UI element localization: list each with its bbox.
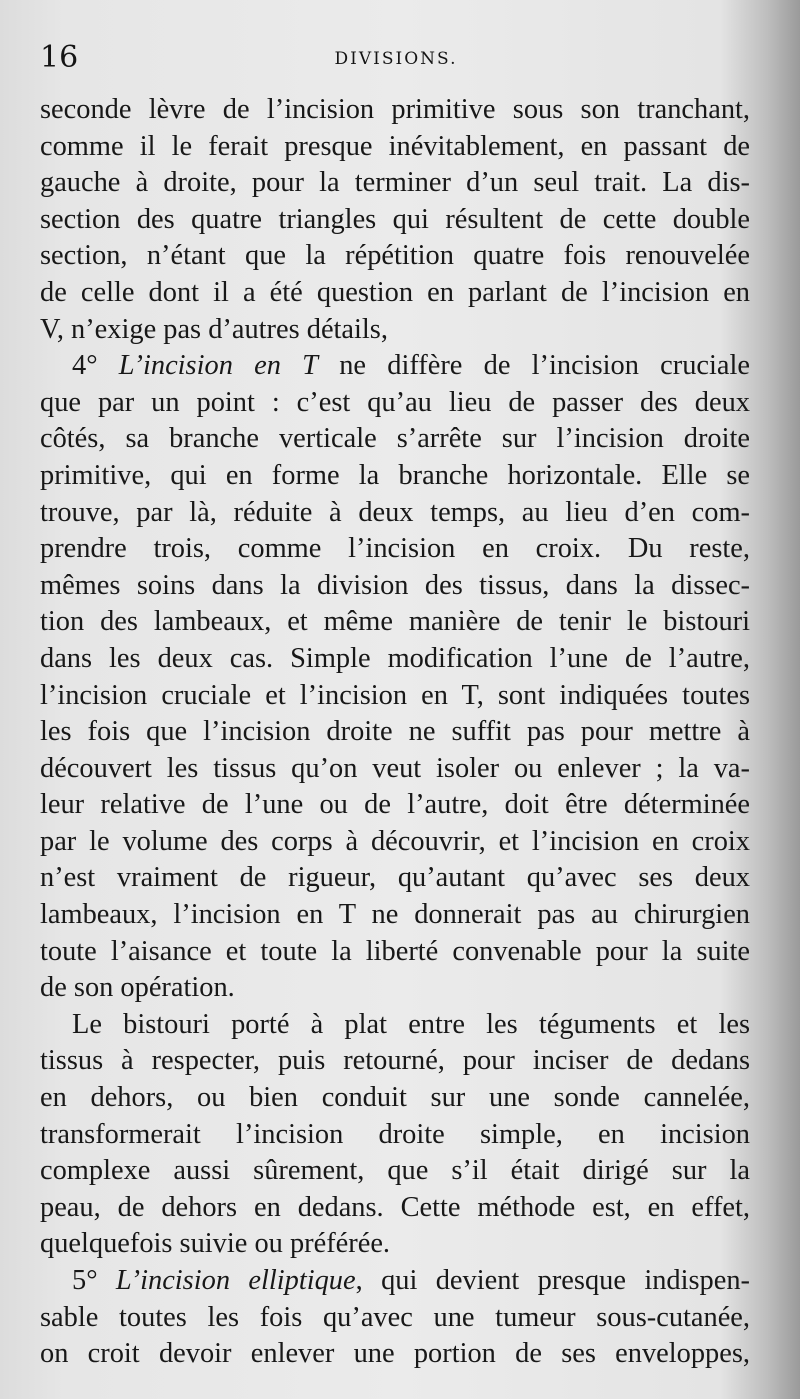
line-text: mêmes soins dans la division des tissus, dans la dissec- (40, 569, 750, 601)
text-line (40, 787, 750, 824)
text-line (40, 678, 750, 715)
text-line (40, 751, 750, 788)
line-text: comme il le ferait presque inévitablement, en passant de (40, 130, 750, 162)
list-marker: 4° (72, 350, 119, 382)
line-text: sable toutes les fois qu’avec une tumeur sous-cutanée, (40, 1301, 750, 1333)
text-line (40, 860, 750, 897)
text-line (40, 385, 750, 422)
text-line (40, 348, 750, 385)
text-line (40, 714, 750, 751)
line-text: dans les deux cas. Simple modification l’une de l’autre, (40, 642, 750, 674)
line-text: de celle dont il a été question en parlant de l’incision en (40, 276, 750, 308)
text-line (40, 1117, 750, 1154)
text-line (40, 495, 750, 532)
text-line (40, 1007, 750, 1044)
body-text (40, 92, 750, 1373)
page-header (40, 40, 752, 80)
running-title: DIVISIONS. (334, 49, 458, 69)
text-line (40, 531, 750, 568)
text-line (40, 970, 750, 1007)
text-line (40, 458, 750, 495)
text-line (40, 1043, 750, 1080)
text-line (40, 1300, 750, 1337)
line-text: en dehors, ou bien conduit sur une sonde cannelée, (40, 1082, 750, 1114)
text-line (40, 604, 750, 641)
line-text: Le bistouri porté à plat entre les téguments et les (72, 1008, 750, 1040)
line-text: que par un point : c’est qu’au lieu de passer des deux (40, 386, 750, 418)
text-line (40, 568, 750, 605)
line-text: seconde lèvre de l’incision primitive sous son tranchant, (40, 94, 750, 125)
text-line (40, 1080, 750, 1117)
text-line (40, 202, 750, 239)
text-line (40, 92, 750, 129)
text-line (40, 897, 750, 934)
line-text: on croit devoir enlever une portion de ses enveloppes, (40, 1338, 750, 1370)
line-text: , qui devient presque indispen- (355, 1265, 750, 1296)
text-line (40, 165, 750, 202)
text-line (40, 1263, 750, 1300)
line-text: tion des lambeaux, et même manière de tenir le bistouri (40, 606, 750, 638)
text-line (40, 275, 750, 312)
line-text: découvert les tissus qu’on veut isoler ou enlever ; la va- (40, 752, 750, 784)
line-text: les fois que l’incision droite ne suffit pas pour mettre à (40, 716, 750, 748)
line-text: prendre trois, comme l’incision en croix. Du reste, (40, 533, 750, 565)
text-line (40, 1336, 750, 1373)
list-marker: 5° (72, 1265, 116, 1296)
text-line (40, 129, 750, 166)
italic-term: L’incision en T (118, 350, 318, 382)
line-text: toute l’aisance et toute la liberté convenable pour la suite (40, 935, 750, 967)
text-line (40, 824, 750, 861)
text-line (40, 238, 750, 275)
line-text: gauche à droite, pour la terminer d’un seul trait. La dis- (40, 167, 750, 199)
line-text: l’incision cruciale et l’incision en T, sont indiquées toutes (40, 679, 750, 711)
text-line (40, 421, 750, 458)
line-text: V, n’exige pas d’autres détails, (40, 313, 388, 345)
line-text: section des quatre triangles qui résultent de cette double (40, 203, 750, 235)
text-line (40, 934, 750, 971)
line-text: complexe aussi sûrement, que s’il était dirigé sur la (40, 1155, 750, 1187)
text-line (40, 1190, 750, 1227)
line-text: transformerait l’incision droite simple, en incision (40, 1118, 750, 1150)
line-text: trouve, par là, réduite à deux temps, au lieu d’en com- (40, 496, 750, 528)
line-text: tissus à respecter, puis retourné, pour inciser de dedans (40, 1045, 750, 1077)
line-text: primitive, qui en forme la branche horizontale. Elle se (40, 459, 750, 491)
line-text: par le volume des corps à découvrir, et l’incision en croix (40, 825, 750, 857)
line-text: de son opération. (40, 972, 235, 1004)
text-line (40, 312, 750, 349)
line-text: leur relative de l’une ou de l’autre, doit être déterminée (40, 789, 750, 821)
line-text: côtés, sa branche verticale s’arrête sur l’incision droite (40, 423, 750, 455)
line-text: peau, de dehors en dedans. Cette méthode est, en effet, (40, 1191, 750, 1223)
italic-term: L’incision elliptique (115, 1265, 356, 1296)
line-text: n’est vraiment de rigueur, qu’autant qu’avec ses deux (40, 862, 750, 894)
text-line (40, 1153, 750, 1190)
text-line (40, 1226, 750, 1263)
line-text: lambeaux, l’incision en T ne donnerait pas au chirurgien (40, 899, 750, 931)
line-text: section, n’étant que la répétition quatre fois renouvelée (40, 240, 750, 272)
text-line (40, 641, 750, 678)
page-number: 16 (40, 40, 79, 75)
line-text: ne diffère de l’incision cruciale (317, 350, 750, 382)
line-text: quelquefois suivie ou préférée. (40, 1228, 391, 1260)
